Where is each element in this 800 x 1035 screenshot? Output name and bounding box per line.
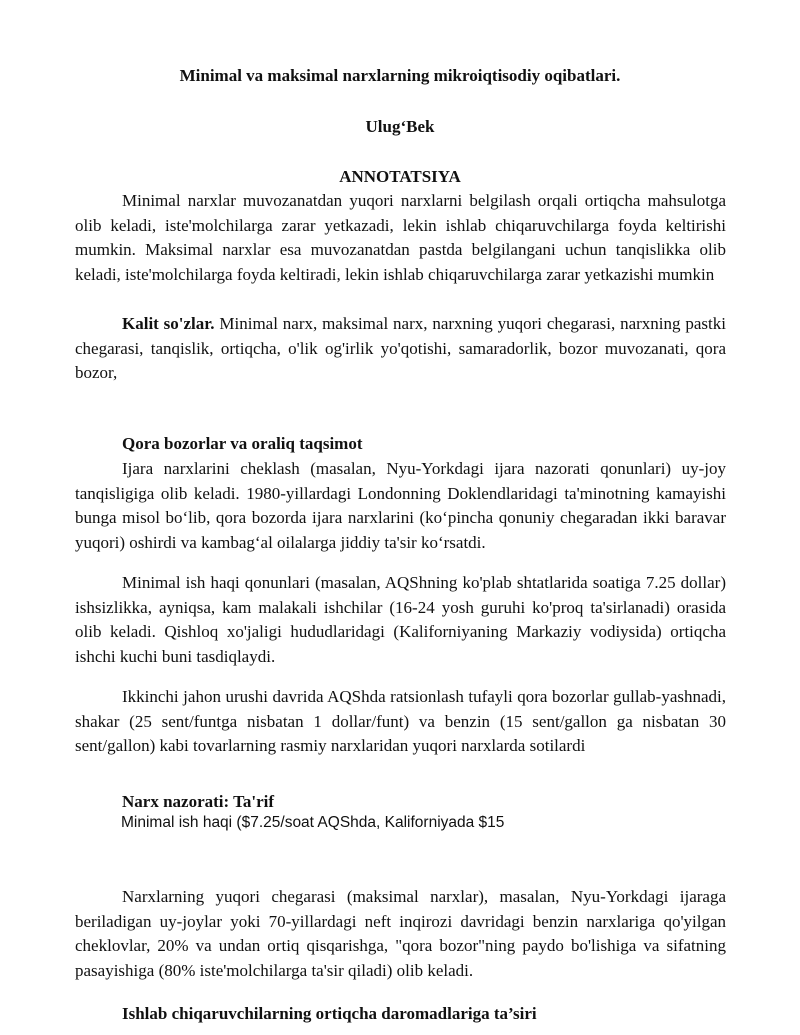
paragraph-minimum-wage: Minimal ish haqi qonunlari (masalan, AQShning ko'plab shtatlarida soatiga 7.25 dollar) ishsizlikka, ayniqsa, kam malakali ishchilar (16-24 yosh guruhi ko'proq ta'sirlanadi) orasida olib keladi. Qishloq xo'jaligi hududlaridagi (Kaliforniyaning Markaziy vodiysida) ortiqcha ishchi kuchi buni tasdiqlaydi.: [75, 573, 726, 666]
keywords-label: Kalit so'zlar.: [122, 314, 215, 333]
keywords-paragraph: [75, 312, 726, 386]
section-heading-price-control: Narx nazorati: Ta'rif: [122, 792, 275, 811]
paragraph-rent-control: Ijara narxlarini cheklash (masalan, Nyu-Yorkdagi ijara nazorati qonunlari) uy-joy tanqisligiga olib keladi. 1980-yillardagi Londonning Doklendlaridagi ta'minotning kamayishi bunga misol bo‘lib, qora bozorda ijara narxlarini (ko‘pincha qonuniy chegaradan ikki baravar yuqori) oshirdi va kambag‘al oilalarga jiddiy ta'sir ko‘rsatdi.: [75, 459, 726, 552]
author-name: Ulug‘Bek: [365, 117, 435, 136]
paragraph-price-ceilings: Narxlarning yuqori chegarasi (maksimal narxlar), masalan, Nyu-Yorkdagi ijaraga beriladigan uy-joylar yoki 70-yillardagi neft inqirozi davridagi benzin narxlariga qo'yilgan cheklovlar, 20% va undan ortiq qisqarishga, "qora bozor"ning paydo bo'lishiga va sifatning pasayishiga (80% iste'molchilarga ta'sir qiladi) olib keladi.: [75, 887, 726, 980]
minimum-wage-line: Minimal ish haqi ($7.25/soat AQShda, Kaliforniyada $15: [121, 814, 505, 831]
paragraph-ww2-rationing: Ikkinchi jahon urushi davrida AQShda ratsionlash tufayli qora bozorlar gullab-yashnadi, shakar (25 sent/funtga nisbatan 1 dollar/funt) va benzin (15 sent/gallon ga nisbatan 30 sent/gallon) kabi tovarlarning rasmiy narxlaridan yuqori narxlarda sotilardi: [75, 687, 726, 755]
keywords-text: Minimal narx, maksimal narx, narxning yuqori chegarasi, narxning pastki chegarasi, tanqislik, ortiqcha, o'lik og'irlik yo'qotishi, samaradorlik, bozor muvozanati, qora bozor,: [75, 314, 726, 382]
section-heading-producer-surplus: Ishlab chiqaruvchilarning ortiqcha daromadlariga ta’siri: [122, 1004, 537, 1023]
section-heading-black-markets: Qora bozorlar va oraliq taqsimot: [122, 434, 363, 453]
annotation-heading: ANNOTATSIYA: [339, 167, 461, 186]
document-title: Minimal va maksimal narxlarning mikroiqtisodiy oqibatlari.: [179, 66, 621, 85]
annotation-paragraph: Minimal narxlar muvozanatdan yuqori narxlarni belgilash orqali ortiqcha mahsulotga olib keladi, iste'molchilarga zarar yetkazadi, lekin ishlab chiqaruvchilarga foyda keltirishi mumkin. Maksimal narxlar esa muvozanatdan pastda belgilangani uchun tanqislikka olib keladi, iste'molchilarga foyda keltiradi, lekin ishlab chiqaruvchilarga zarar yetkazishi mumkin: [75, 191, 726, 284]
